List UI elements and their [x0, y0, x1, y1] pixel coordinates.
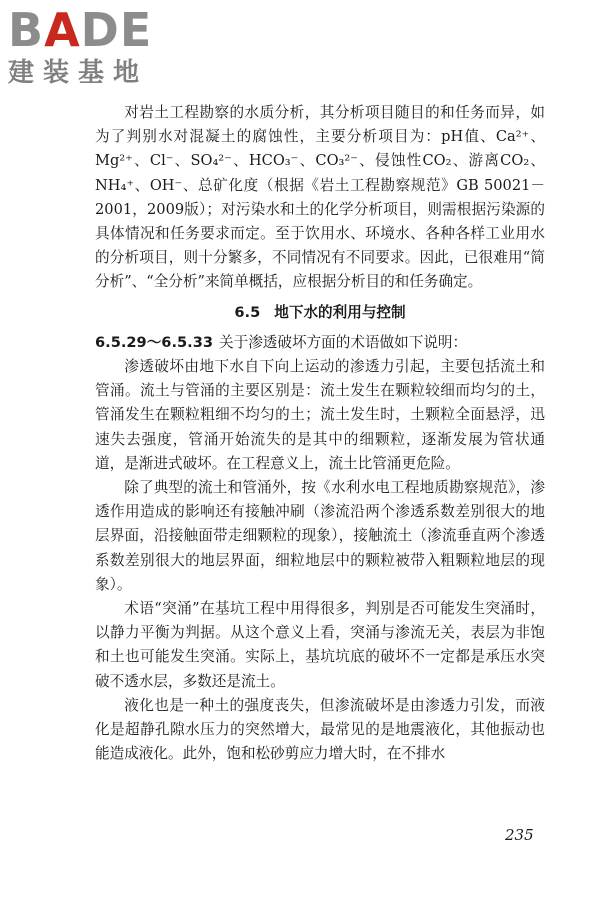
- body-paragraph: 液化也是一种土的强度丧失，但渗流破坏是由渗透力引发，而液化是超静孔隙水压力的突然增大，最常见的是地震液化，其他振动也能造成液化。此外，饱和松砂剪应力增大时，在不排水: [95, 696, 545, 763]
- logo: [8, 4, 183, 92]
- body-paragraph: 除了典型的流土和管涌外，按《水利水电工程地质勘察规范》，渗透作用造成的影响还有接触冲刷（渗流沿两个渗透系数差别很大的地层界面，沿接触面带走细颗粒的现象），接触流土（渗流垂直两个渗透系数差别很大的地层界面，细粒地层中的颗粒被带入粗颗粒地层的现象）。: [95, 479, 545, 593]
- section-heading: [95, 301, 545, 325]
- body-paragraph: 术语“突涌”在基坑工程中用得很多，判别是否可能发生突涌时，以静力平衡为判据。从这个意义上看，突涌与渗流无关，表层为非饱和土也可能发生突涌。实际上，基坑坑底的破坏不一定都是承压水突破不透水层，多数还是流土。: [95, 600, 545, 690]
- clause-number: 6.5.29～6.5.33: [95, 333, 214, 351]
- logo-letters-de: DE: [80, 3, 153, 57]
- logo-letter-a: A: [44, 3, 81, 57]
- section-number: 6.5: [234, 303, 261, 321]
- intro-paragraph: 对岩土工程勘察的水质分析，其分析项目随目的和任务而异，如为了判别水对混凝土的腐蚀性，主要分析项目为：pH值、Ca²⁺、Mg²⁺、Cl⁻、SO₄²⁻、HCO₃⁻、CO₃²⁻、侵蚀性CO₂、游离CO₂、NH₄⁺、OH⁻、总矿化度（根据《岩土工程勘察规范》GB 50021－2001，2009版）；对污染水和土的化学分析项目，则需根据污染源的具体情况和任务要求而定。至于饮用水、环境水、各种各样工业用水的分析项目，则十分繁多，不同情况有不同要求。因此，已很难用“简分析”、“全分析”来简单概括，应根据分析目的和任务确定。: [95, 104, 545, 291]
- logo-subtitle: 建装基地: [8, 58, 149, 88]
- body-paragraph: 渗透破坏由地下水自下向上运动的渗透力引起，主要包括流土和管涌。流土与管涌的主要区别是：流土发生在颗粒较细而均匀的土，管涌发生在颗粒粗细不均匀的土；流土发生时，土颗粒全面悬浮，迅速失去强度，管涌开始流失的是其中的细颗粒，逐渐发展为管状通道，是渐进式破坏。在工程意义上，流土比管涌更危险。: [95, 358, 545, 472]
- section-title: 地下水的利用与控制: [274, 303, 406, 321]
- page-number: 235: [505, 826, 534, 844]
- logo-wordmark: [8, 4, 152, 56]
- logo-letter-b: B: [8, 3, 45, 57]
- page-body: [95, 101, 545, 766]
- clause-lead: 关于渗透破坏方面的术语做如下说明：: [219, 333, 468, 351]
- clause-line: [95, 331, 545, 355]
